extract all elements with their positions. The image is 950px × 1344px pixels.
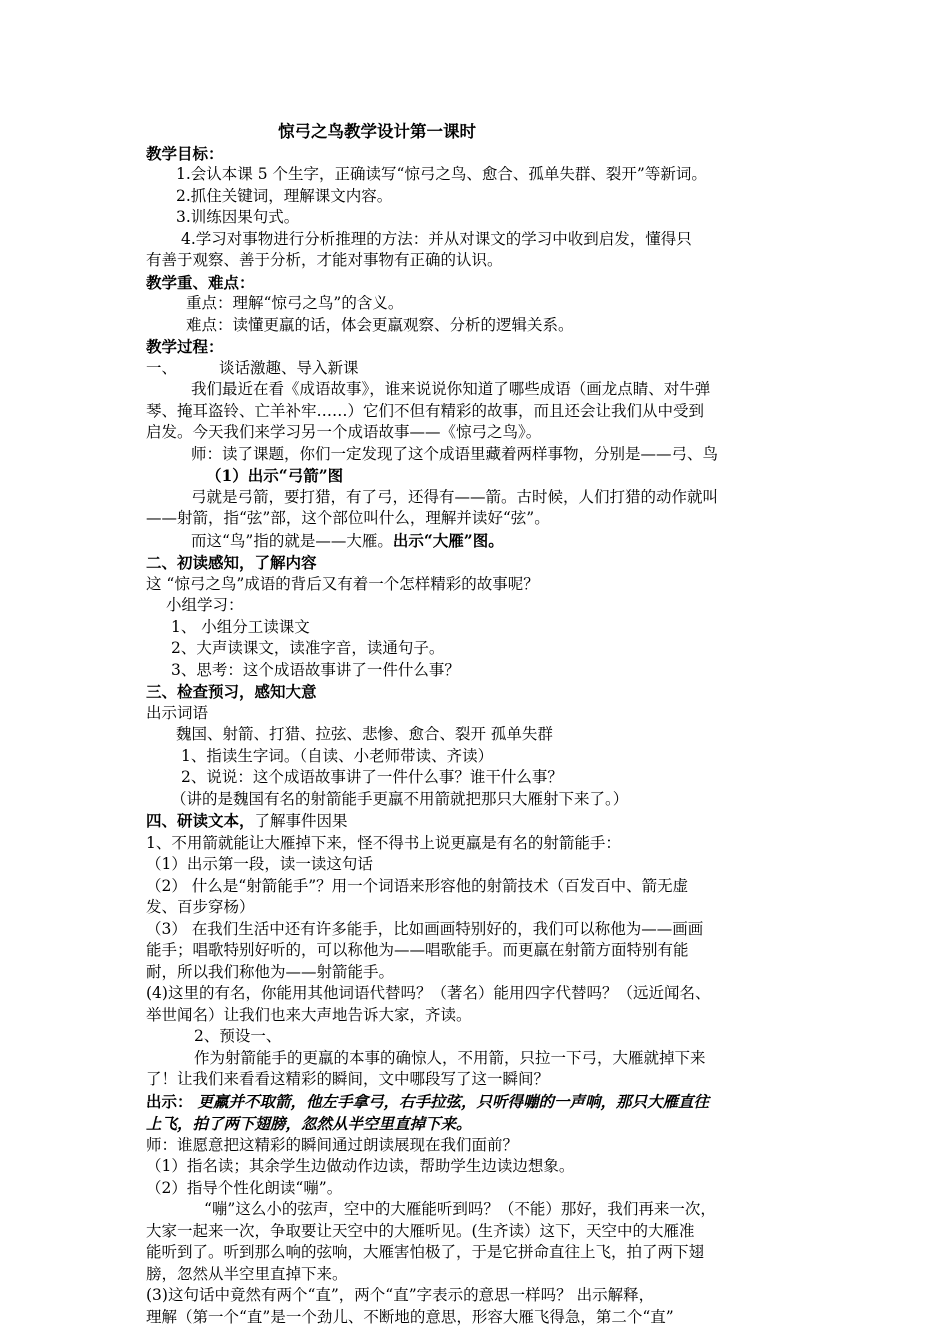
s4-line-7: 耐，所以我们称他为——射箭能手。 (146, 962, 395, 981)
objectives-heading: 教学目标： (146, 143, 224, 163)
s1-paragraph-1-line-2: 琴、掩耳盗铃、亡羊补牢……）它们不但有精彩的故事，而且还会让我们从中受到 (146, 401, 705, 420)
section-3-heading: 三、检查预习，感知大意 (146, 682, 317, 701)
keypoint-focus: 重点：理解“惊弓之鸟”的含义。 (186, 294, 404, 312)
s1-paragraph-4-bold: 出示“大雁”图。 (392, 530, 504, 550)
s4-show-quote-line-1 (146, 1091, 812, 1114)
section-4-heading (146, 810, 812, 833)
s4-paragraph-b-line-1: “嘣”这么小的弦声，空中的大雁能听到吗？（不能）那好，我们再来一次， (204, 1200, 716, 1218)
s3-item-1: 1、指读生字词。（自读、小老师带读、齐读） (181, 746, 494, 765)
s4-read-2: （2）指导个性化朗读“嘣”。 (146, 1178, 343, 1197)
section-2-heading: 二、初读感知，了解内容 (146, 553, 317, 572)
s1-paragraph-4-text: 而这“鸟”指的就是——大雁。 (191, 531, 393, 550)
s4-paragraph-a-line-1: 作为射箭能手的更羸的本事的确惊人，不用箭，只拉一下弓，大雁就掉下来 (194, 1048, 706, 1067)
keypoint-difficulty: 难点：读懂更羸的话，体会更羸观察、分析的逻辑关系。 (186, 315, 574, 334)
objective-4-cont: 有善于观察、善于分析，才能对事物有正确的认识。 (146, 251, 503, 269)
s4-read-1: （1）指名读；其余学生边做动作边读，帮助学生边读边想象。 (146, 1157, 575, 1175)
s4-show-label: 出示： (146, 1091, 193, 1111)
section-1-number: 一、 (146, 358, 178, 377)
s1-paragraph-1-line-1: 我们最近在看《成语故事》，谁来说说你知道了哪些成语（画龙点睛、对牛弹 (191, 380, 711, 398)
s4-paragraph-b-line-3: 能听到了。听到那么响的弦响，大雁害怕极了，于是它拼命直往上飞，拍了两下翅 (146, 1243, 705, 1261)
s4-line-9: 举世闻名）让我们也来大声地告诉大家，齐读。 (146, 1005, 472, 1024)
s4-paragraph-b-line-4: 膀，忽然从半空里直掉下来。 (146, 1264, 348, 1283)
s2-item-3: 3、思考：这个成语故事讲了一件什么事？ (171, 660, 460, 679)
s4-teacher-question: 师：谁愿意把这精彩的瞬间通过朗读展现在我们面前？ (146, 1135, 519, 1154)
s4-show-quote-line-2: 上飞，拍了两下翅膀，忽然从半空里直掉下来。 (146, 1114, 472, 1133)
section-4-title-rest: 了解事件因果 (254, 812, 348, 830)
s3-word-list: 魏国、射箭、打猎、拉弦、悲惨、愈合、裂开 孤单失群 (176, 725, 553, 743)
process-heading: 教学过程： (146, 337, 224, 356)
s1-show-bow: （1）出示“弓箭”图 (206, 466, 344, 485)
s4-paragraph-c-line-1: (3)这句话中竟然有两个“直”，两个“直”字表示的意思一样吗？ 出示解释， (146, 1286, 655, 1304)
s1-paragraph-2: 师：读了课题，你们一定发现了这个成语里藏着两样事物，分别是——弓、鸟 (191, 444, 719, 463)
s3-item-3: （讲的是魏国有名的射箭能手更羸不用箭就把那只大雁射下来了。） (171, 789, 629, 808)
s2-group-label: 小组学习： (166, 596, 244, 614)
document-body (146, 121, 812, 1328)
s4-quote-text-1: 更羸并不取箭，他左手拿弓，右手拉弦，只听得嘣的一声响，那只大雁直往 (197, 1091, 709, 1111)
section-4-title-bold: 四、研读文本， (146, 811, 255, 830)
objective-4: 4.学习对事物进行分析推理的方法：并从对课文的学习中收到启发，懂得只 (181, 229, 692, 248)
s1-paragraph-3-line-2: ——射箭，指“弦”部，这个部位叫什么，理解并读好“弦”。 (146, 509, 550, 527)
s4-line-2: （1）出示第一段，读一读这句话 (146, 855, 373, 873)
s3-show-words: 出示词语 (146, 703, 209, 722)
s2-item-2: 2、大声读课文，读准字音，读通句子。 (171, 639, 445, 657)
s4-preset: 2、预设一、 (194, 1027, 282, 1045)
s1-paragraph-3-line-1: 弓就是弓箭，要打猎，有了弓，还得有——箭。古时候，人们打猎的动作就叫 (191, 487, 719, 506)
s4-line-6: 能手；唱歌特别好听的，可以称他为——唱歌能手。而更羸在射箭方面特别有能 (146, 941, 689, 959)
section-1-title: 谈话激趣、导入新课 (219, 358, 359, 377)
s3-item-2: 2、说说：这个成语故事讲了一件什么事？谁干什么事？ (181, 768, 563, 786)
s4-line-5: （3） 在我们生活中还有许多能手，比如画画特别好的，我们可以称他为——画画 (146, 919, 704, 938)
keypoints-heading: 教学重、难点： (146, 272, 255, 292)
s4-line-1: 1、不用箭就能让大雁掉下来，怪不得书上说更羸是有名的射箭能手： (146, 833, 621, 852)
s2-question: 这 “惊弓之鸟”成语的背后又有着一个怎样精彩的故事呢？ (146, 574, 539, 593)
objective-1: 1.会认本课 5 个生字，正确读写“惊弓之鸟、愈合、孤单失群、裂开”等新词。 (176, 165, 707, 183)
s4-paragraph-b-line-2: 大家一起来一次，争取要让天空中的大雁听见。(生齐读）这下，天空中的大雁准 (146, 1221, 695, 1240)
s1-paragraph-4 (146, 530, 812, 553)
s4-line-3: （2） 什么是“射箭能手”？用一个词语来形容他的射箭技术（百发百中、箭无虚 (146, 876, 689, 895)
s4-line-4: 发、百步穿杨） (146, 898, 255, 916)
s4-paragraph-c-line-2: 理解（第一个“直”是一个劲儿、不断地的意思，形容大雁飞得急，第二个“直” (146, 1307, 674, 1326)
s4-paragraph-a-line-2: 了！让我们来看看这精彩的瞬间，文中哪段写了这一瞬间？ (146, 1070, 550, 1088)
s4-line-8: (4)这里的有名，你能用其他词语代替吗？（著名）能用四字代替吗？（远近闻名、 (146, 984, 711, 1002)
objective-2: 2.抓住关键词，理解课文内容。 (176, 186, 393, 205)
s1-paragraph-1-line-3: 启发。今天我们来学习另一个成语故事——《惊弓之鸟》。 (146, 423, 542, 441)
objective-3: 3.训练因果句式。 (176, 208, 300, 226)
document-title: 惊弓之鸟教学设计第一课时 (278, 122, 476, 141)
s2-item-1: 1、 小组分工读课文 (171, 617, 310, 636)
section-1-heading (146, 358, 812, 380)
